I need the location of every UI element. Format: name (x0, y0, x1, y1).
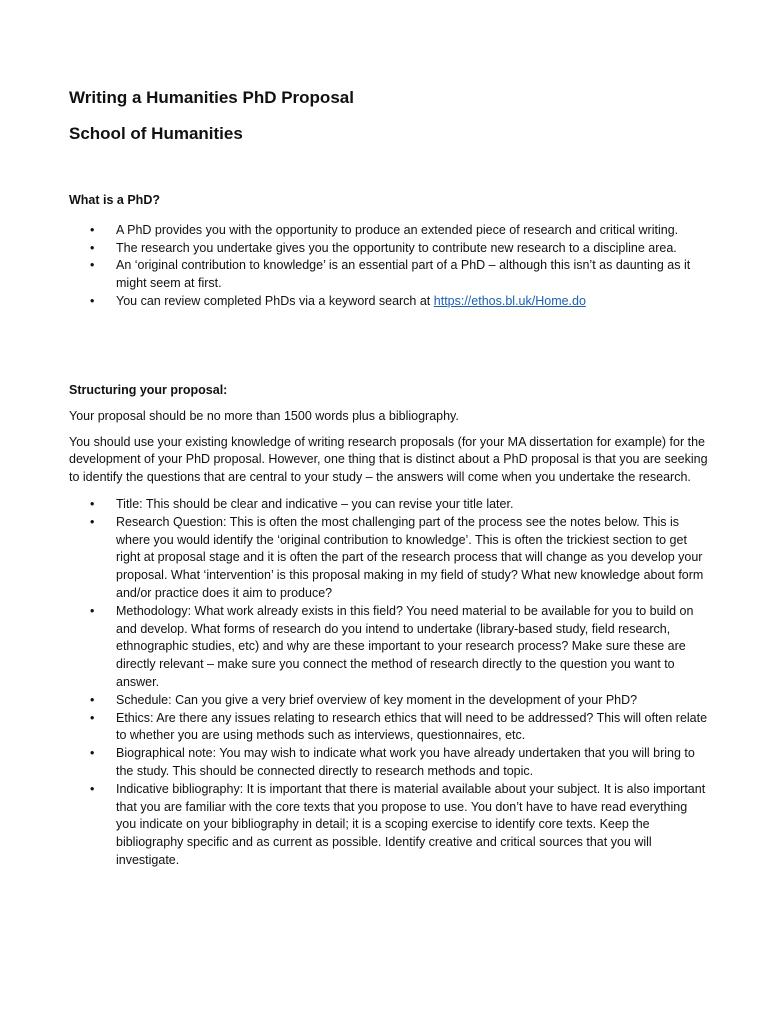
bullet-icon: • (90, 710, 95, 725)
document-subtitle: School of Humanities (69, 124, 243, 143)
bullet-icon: • (90, 692, 95, 707)
list-item: • Schedule: Can you give a very brief overview of key moment in the development of your PhD? (69, 692, 709, 710)
bullet-icon: • (90, 293, 95, 308)
structuring-heading: Structuring your proposal: (69, 383, 228, 397)
list-item: • Title: This should be clear and indicative – you can revise your title later. (69, 496, 709, 514)
bullet-icon: • (90, 746, 95, 761)
proposal-sections-list (69, 496, 709, 870)
bullet-icon: • (90, 603, 95, 618)
list-item: • Ethics: Are there any issues relating to research ethics that will need to be addressed? This will often relate to whether you are using methods such as interviews, questionnaires, etc. (90, 710, 708, 743)
list-item: • A PhD provides you with the opportunity to produce an extended piece of research and critical writing. (69, 222, 709, 240)
what-is-phd-list (69, 222, 709, 311)
list-item: • An ‘original contribution to knowledge’ is an essential part of a PhD – although this isn’t as daunting as it might seem at first. (90, 258, 691, 291)
bullet-icon: • (90, 496, 95, 511)
list-item: • Research Question: This is often the most challenging part of the process see the notes below. This is where you would identify the ‘original contribution to knowledge’. This is often the trickiest section to get right at proposal stage and it is often the part of the research process that will change as you develop your proposal. What ‘intervention’ is this proposal making in my field of study? What new knowledge about form and/or practice does it aim to produce? (90, 514, 704, 600)
ethos-link[interactable]: https://ethos.bl.uk/Home.do (433, 293, 586, 308)
what-is-phd-section (69, 192, 709, 311)
bullet-icon: • (90, 258, 95, 273)
list-item: • Biographical note: You may wish to indicate what work you have already undertaken that you will bring to the study. This should be connected directly to research methods and topic. (90, 746, 695, 778)
bullet-icon: • (90, 222, 95, 237)
list-item: • Methodology: What work already exists in this field? You need material to be available for you to build on and develop. What forms of research do you intend to undertake (library-based study, field research, ethnographic studies, etc) and why are these important to your research process? Make sure these are directly relevant – make sure you connect the method of research directly to the question you want to answer. (90, 603, 694, 689)
bullet-icon: • (90, 514, 95, 529)
list-item: • Indicative bibliography: It is important that there is material available about your subject. It is also important that you are familiar with the core texts that you propose to use. You don’t have to have read everything you indicate on your bibliography in detail; it is a scoping exercise to identify core texts. Keep the bibliography specific and as current as possible. Identify creative and critical sources that you will investigate. (90, 781, 706, 867)
bullet-icon: • (90, 240, 95, 255)
structuring-section (69, 382, 709, 870)
document-title: Writing a Humanities PhD Proposal (69, 88, 354, 107)
bullet-icon: • (90, 781, 95, 796)
what-is-phd-heading: What is a PhD? (69, 193, 160, 207)
list-item: • The research you undertake gives you the opportunity to contribute new research to a discipline area. (69, 240, 709, 258)
list-item: • You can review completed PhDs via a keyword search at https://ethos.bl.uk/Home.do (69, 293, 709, 311)
word-limit-paragraph: Your proposal should be no more than 1500 words plus a bibliography. (69, 408, 459, 423)
intro-paragraph: You should use your existing knowledge of writing research proposals (for your MA dissertation for example) for the development of your PhD proposal. However, one thing that is distinct about a PhD proposal is that you are seeking to identify the questions that are central to your study – the answers will come when you undertake the research. (69, 434, 708, 485)
